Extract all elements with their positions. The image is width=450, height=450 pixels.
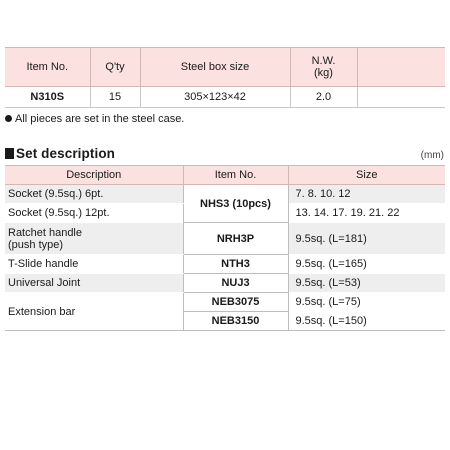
row-item-no: NUJ3 [183,274,288,293]
bullet-icon [5,115,12,122]
row-item-no: NRH3P [183,223,288,255]
spec-header-nw [290,48,357,87]
note-text: All pieces are set in the steel case. [15,113,185,125]
table-row [5,223,445,255]
spec-header-item-no: Item No. [5,48,90,87]
spec-item-no: N310S [5,87,90,108]
spec-nw: 2.0 [290,87,357,108]
row-size: 13. 14. 17. 19. 21. 22 [288,204,445,223]
table-row [5,274,445,293]
table-row [5,185,445,204]
row-item-no: NHS3 (10pcs) [183,185,288,223]
row-item-no: NTH3 [183,255,288,274]
spec-box-size: 305×123×42 [140,87,290,108]
row-description: Socket (9.5sq.) 12pt. [5,204,183,223]
set-title: Set description [16,146,116,161]
set-description-heading [5,146,115,161]
spec-header-nw-unit: (kg) [314,67,333,79]
unit-label: (mm) [420,150,444,161]
spec-value-row [5,87,445,108]
spec-table [5,47,445,108]
spec-blank [357,87,445,108]
set-header-size: Size [288,166,445,185]
spec-header-nw-label: N.W. [311,55,336,67]
table-row [5,293,445,312]
square-marker-icon [5,148,14,159]
row-size: 7. 8. 10. 12 [288,185,445,204]
row-description-line: Ratchet handle [8,226,82,239]
spec-header-row [5,48,445,87]
row-size: 9.5sq. (L=150) [288,312,445,331]
row-size: 9.5sq. (L=165) [288,255,445,274]
steel-case-note [5,113,184,125]
set-header-item-no: Item No. [183,166,288,185]
set-description-table [5,165,445,331]
row-size: 9.5sq. (L=53) [288,274,445,293]
row-description: T-Slide handle [5,255,183,274]
row-description: Socket (9.5sq.) 6pt. [5,185,183,204]
spec-header-box-size: Steel box size [140,48,290,87]
row-description [5,223,183,255]
spec-qty: 15 [90,87,140,108]
row-description: Universal Joint [5,274,183,293]
row-size: 9.5sq. (L=75) [288,293,445,312]
spec-header-blank [357,48,445,87]
row-description: Extension bar [5,293,183,331]
row-item-no: NEB3075 [183,293,288,312]
set-header-row [5,166,445,185]
table-row [5,255,445,274]
row-item-no: NEB3150 [183,312,288,331]
row-size: 9.5sq. (L=181) [288,223,445,255]
set-header-description: Description [5,166,183,185]
spec-header-qty: Q'ty [90,48,140,87]
row-description-line: (push type) [8,238,64,251]
